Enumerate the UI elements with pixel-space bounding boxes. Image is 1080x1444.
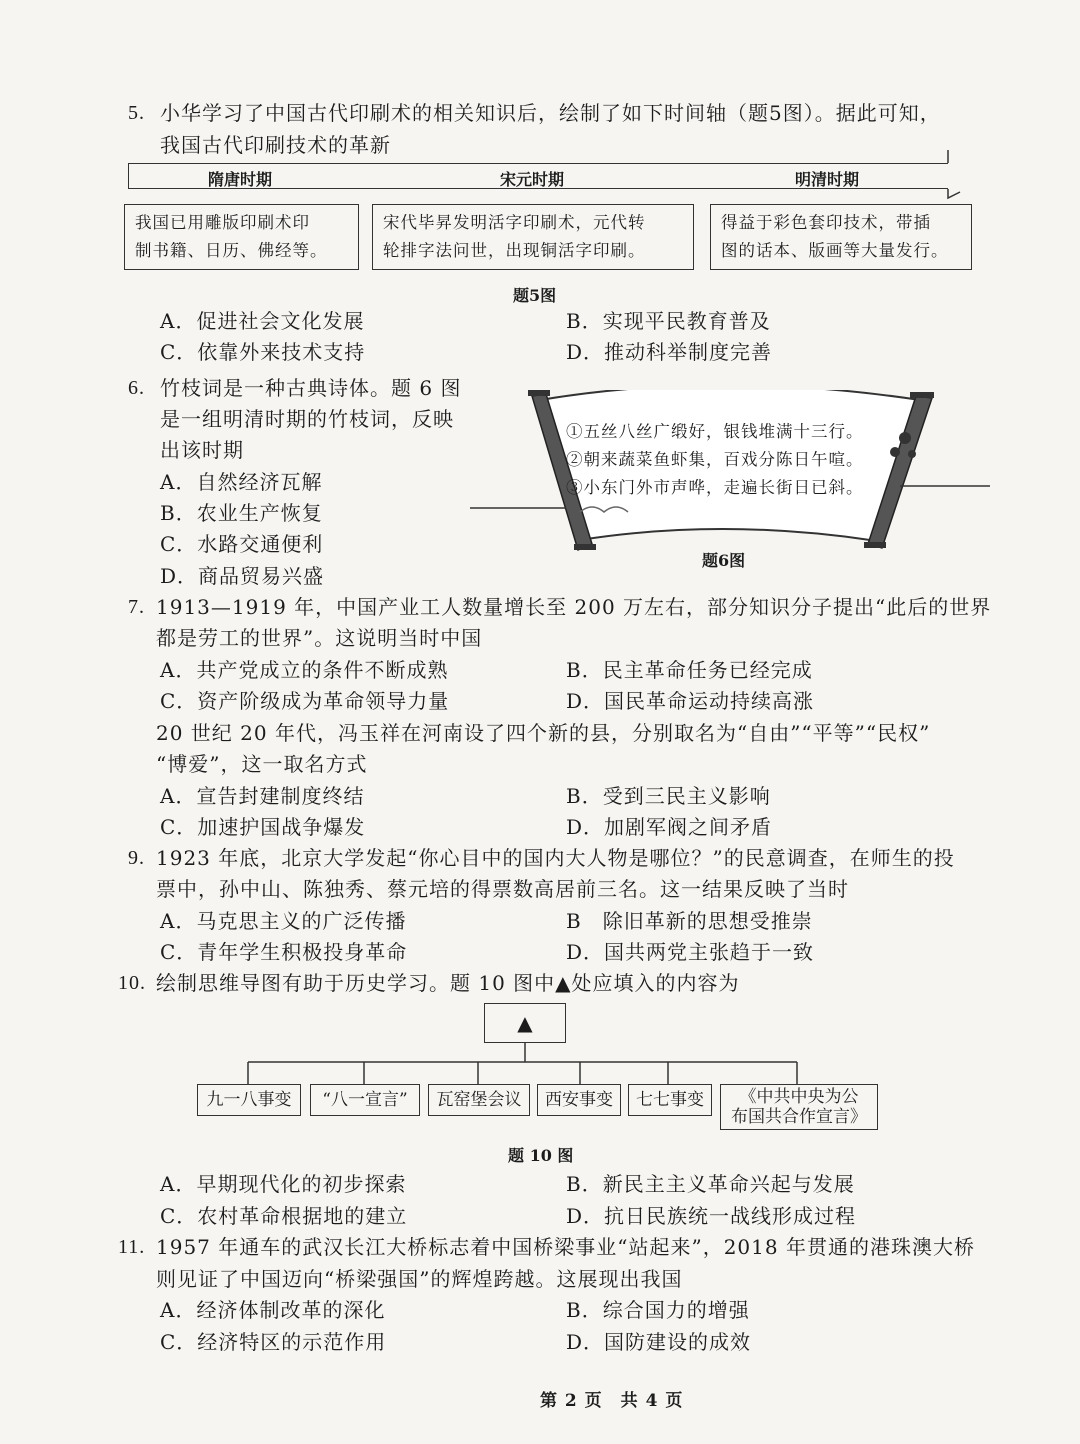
q5-box3-line2: 图的话本、版画等大量发行。	[721, 241, 949, 260]
q8-stem-line1: 20 世纪 20 年代，冯玉祥在河南设了四个新的县，分别取名为“自由”“平等”“民权”	[156, 721, 931, 745]
q11-option-b[interactable]: B．综合国力的增强	[566, 1298, 750, 1322]
q9-option-b[interactable]: B 除旧革新的思想受推崇	[566, 909, 813, 933]
q10-option-c[interactable]: C．农村革命根据地的建立	[160, 1204, 408, 1228]
q7-stem-line2: 都是劳工的世界”。这说明当时中国	[156, 626, 483, 650]
q7-option-c[interactable]: C．资产阶级成为革命领导力量	[160, 689, 450, 713]
q9-stem-line1: 1923 年底，北京大学发起“你心目中的国内大人物是哪位？”的民意调查，在师生的投	[156, 846, 955, 870]
q7-option-b[interactable]: B．民主革命任务已经完成	[566, 658, 813, 682]
q11-option-a[interactable]: A．经济体制改革的深化	[160, 1298, 386, 1322]
q10-number: 10.	[118, 972, 146, 994]
q5-caption: 题5图	[513, 286, 557, 305]
q10-node-1: 九一八事变	[197, 1084, 301, 1116]
q9-option-c[interactable]: C．青年学生积极投身革命	[160, 940, 408, 964]
q9-option-d[interactable]: D．国共两党主张趋于一致	[566, 940, 815, 964]
q5-box1-line2: 制书籍、日历、佛经等。	[135, 241, 328, 260]
q9-stem-line2: 票中，孙中山、陈独秀、蔡元培的得票数高居前三名。这一结果反映了当时	[156, 877, 849, 901]
q6-poem-line1: ①五丝八丝广缎好，银钱堆满十三行。	[566, 422, 864, 441]
q5-period-song-yuan: 宋元时期	[500, 170, 565, 189]
q5-option-d[interactable]: D．推动科举制度完善	[566, 340, 773, 364]
q5-box1-line1: 我国已用雕版印刷术印	[135, 213, 310, 232]
q6-poem-line3: ③小东门外市声哗，走遍长街日已斜。	[566, 478, 864, 497]
q10-root-node: ▲	[484, 1003, 566, 1043]
q5-number: 5.	[128, 102, 145, 124]
q5-box-sui-tang	[124, 204, 359, 270]
q10-option-a[interactable]: A．早期现代化的初步探索	[160, 1172, 407, 1196]
q10-node-4: 西安事变	[537, 1084, 621, 1116]
q10-caption: 题 10 图	[508, 1146, 574, 1165]
q5-box2-line2: 轮排字法问世，出现铜活字印刷。	[383, 241, 646, 260]
q6-stem-line1: 竹枝词是一种古典诗体。题 6 图	[160, 376, 462, 400]
q6-number: 6.	[128, 377, 145, 399]
q11-option-c[interactable]: C．经济特区的示范作用	[160, 1330, 387, 1354]
q7-option-d[interactable]: D．国民革命运动持续高涨	[566, 689, 815, 713]
q5-box3-line1: 得益于彩色套印技术，带插	[721, 213, 931, 232]
q7-number: 7.	[128, 596, 145, 618]
q6-poem-line2: ②朝来蔬菜鱼虾集，百戏分陈日午喧。	[566, 450, 864, 469]
q5-timeline-arrow	[940, 150, 970, 204]
q5-box-ming-qing	[710, 204, 972, 270]
q5-box2-line1: 宋代毕昇发明活字印刷术，元代转	[383, 213, 646, 232]
q6-option-c[interactable]: C．水路交通便利	[160, 532, 324, 556]
q5-stem-line1: 小华学习了中国古代印刷术的相关知识后，绘制了如下时间轴（题5图）。据此可知，	[160, 101, 941, 125]
q8-option-b[interactable]: B．受到三民主义影响	[566, 784, 771, 808]
q5-period-ming-qing: 明清时期	[795, 170, 860, 189]
q10-node-5: 七七事变	[628, 1084, 712, 1116]
q8-option-d[interactable]: D．加剧军阀之间矛盾	[566, 815, 773, 839]
q11-stem-line1: 1957 年通车的武汉长江大桥标志着中国桥梁事业“站起来”，2018 年贯通的港珠澳大桥	[156, 1235, 975, 1259]
q11-stem-line2: 则见证了中国迈向“桥梁强国”的辉煌跨越。这展现出我国	[156, 1267, 683, 1291]
q6-option-d[interactable]: D．商品贸易兴盛	[160, 564, 325, 588]
q6-stem-line2: 是一组明清时期的竹枝词，反映	[160, 407, 454, 431]
q6-caption: 题6图	[702, 551, 746, 570]
q8-option-c[interactable]: C．加速护国战争爆发	[160, 815, 366, 839]
q10-node-6-line1: 《中共中央为公	[739, 1087, 859, 1107]
q7-stem-line1: 1913—1919 年，中国产业工人数量增长至 200 万左右，部分知识分子提出“此后的世界	[156, 595, 992, 619]
q9-option-a[interactable]: A．马克思主义的广泛传播	[160, 909, 407, 933]
q9-number: 9.	[128, 847, 145, 869]
q10-node-6	[720, 1084, 878, 1130]
q6-option-a[interactable]: A．自然经济瓦解	[160, 470, 323, 494]
page-footer: 第 2 页 共 4 页	[540, 1391, 684, 1411]
q6-stem-line3: 出该时期	[160, 438, 244, 462]
q5-period-sui-tang: 隋唐时期	[208, 170, 273, 189]
q10-node-2: “八一宣言”	[310, 1084, 420, 1116]
q11-number: 11.	[118, 1236, 146, 1258]
q10-stem: 绘制思维导图有助于历史学习。题 10 图中▲处应填入的内容为	[156, 971, 740, 995]
q6-option-b[interactable]: B．农业生产恢复	[160, 501, 323, 525]
q10-node-3: 瓦窑堡会议	[428, 1084, 530, 1116]
q5-stem-line2: 我国古代印刷技术的革新	[160, 133, 391, 157]
q5-box-song-yuan	[372, 204, 694, 270]
q5-option-a[interactable]: A．促进社会文化发展	[160, 309, 365, 333]
q10-option-b[interactable]: B．新民主主义革命兴起与发展	[566, 1172, 855, 1196]
q5-option-c[interactable]: C．依靠外来技术支持	[160, 340, 366, 364]
q8-stem-line2: “博爱”，这一取名方式	[156, 752, 368, 776]
q7-option-a[interactable]: A．共产党成立的条件不断成熟	[160, 658, 449, 682]
q5-option-b[interactable]: B．实现平民教育普及	[566, 309, 771, 333]
q10-option-d[interactable]: D．抗日民族统一战线形成过程	[566, 1204, 857, 1228]
q10-node-6-line2: 布国共合作宣言》	[731, 1107, 867, 1127]
q11-option-d[interactable]: D．国防建设的成效	[566, 1330, 752, 1354]
q8-option-a[interactable]: A．宣告封建制度终结	[160, 784, 365, 808]
